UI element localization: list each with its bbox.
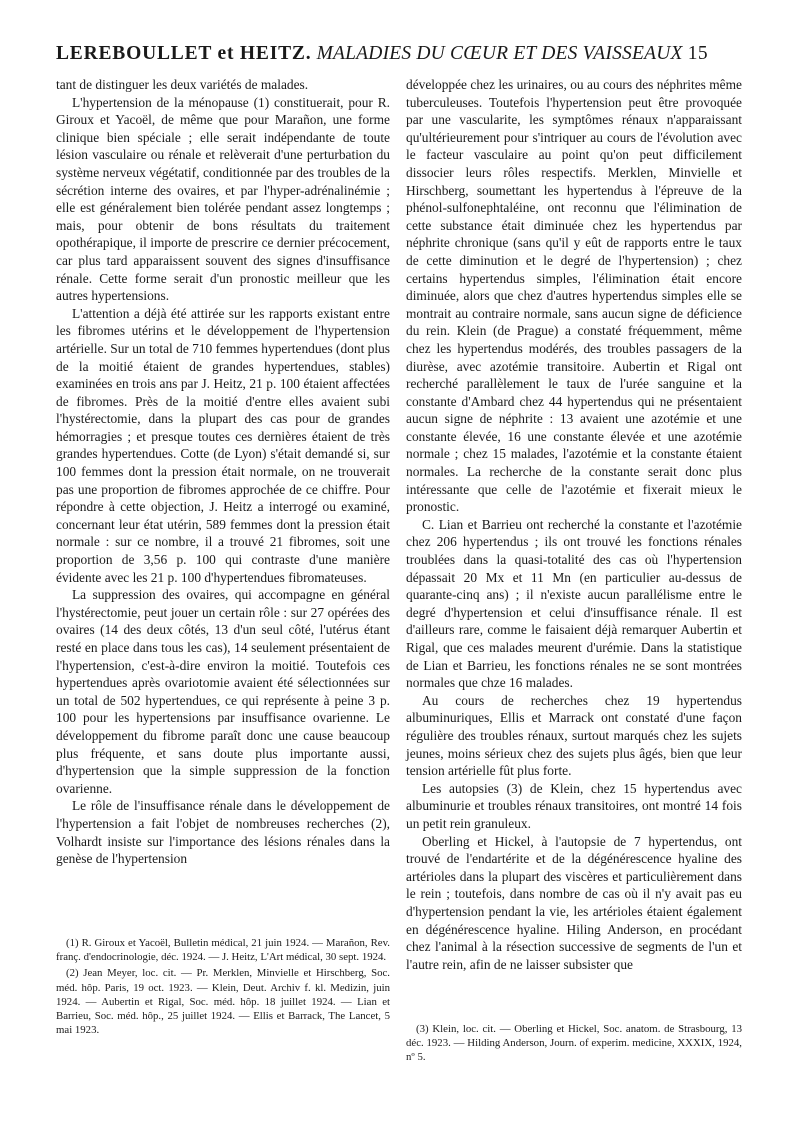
paragraph: L'attention a déjà été attirée sur les rapports existant entre les fibromes utérins et le développement de l'hypertension artérielle. Sur un total de 710 femmes hypertendues (dont plus de la moitié étaient de grandes hypertendues, stables) examinées en trois ans par J. Heitz, 21 p. 100 étaient affectées de fibromes. Près de la moitié d'entre elles avaient subi l'hystérectomie, dans la plupart des cas pour de grandes hémorragies ; et presque toutes ces dernières étaient de très grandes hypertendues. Cotte (de Lyon) s'était demandé si, sur 100 femmes dont la pression était normale, on ne trouverait pas une proportion de fibromes approchée de ce chiffre. Pour répondre à cette objection, J. Heitz a interrogé ou examiné, concernant leur état utérin, 589 femmes dont la pression était normale : sur ce nombre, il a trouvé 21 fibromes, soit une proportion de 3,56 p. 100 qui contraste d'une manière évidente avec les 21 p. 100 d'hypertendues fibromateuses.: [56, 305, 390, 585]
footnote: (2) Jean Meyer, loc. cit. — Pr. Merklen, Minvielle et Hirschberg, Soc. méd. hôp. Paris, 19 oct. 1923. — Klein, Deut. Archiv f. kl. Medizin, juin 1924. — Aubertin et Rigal, Soc. méd. hôp. 18 juillet 1924. — Lian et Barrieu, Soc. méd. hôp., 25 juillet 1924. — Ellis et Barrack, The Lancet, 5 mai 1923.: [56, 967, 390, 1037]
paragraph: L'hypertension de la ménopause (1) constituerait, pour R. Giroux et Yacoël, de même que pour Marañon, une forme clinique bien spéciale ; elle serait indépendante de toute lésion vasculaire ou rénale et relèverait d'une perturbation du système nerveux végétatif, conditionnée par des troubles de la sécrétion interne des ovaires, et par l'hyper-adrénalinémie ; elle est généralement bien tolérée pendant assez longtemps ; mais, pour obtenir de bons résultats du traitement opothérapique, il importe de prescrire ce dernier précocement, car plus tard apparaissent souvent des signes d'insuffisance rénale. Cette forme serait d'un pronostic meilleur que les autres hypertensions.: [56, 94, 390, 304]
footnote: (3) Klein, loc. cit. — Oberling et Hickel, Soc. anatom. de Strasbourg, 13 déc. 1923. — Hilding Anderson, Journ. of experim. medicine, XXXIX, 1924, nº 5.: [406, 1023, 742, 1064]
footnote: (1) R. Giroux et Yacoël, Bulletin médical, 21 juin 1924. — Marañon, Rev. franç. d'endocrinologie, déc. 1924. — J. Heitz, L'Art médical, 30 sept. 1924.: [56, 937, 390, 964]
paragraph: Le rôle de l'insuffisance rénale dans le développement de l'hypertension a fait l'objet de nombreuses recherches (2), Volhardt insiste sur l'importance des lésions rénales dans la genèse de l'hypertension: [56, 798, 390, 867]
left-column: [56, 76, 390, 868]
footnotes-left: [56, 936, 390, 1039]
paragraph: Les autopsies (3) de Klein, chez 15 hypertendus avec albuminurie et troubles rénaux transitoires, ont montré 14 fois un petit rein granuleux.: [406, 780, 742, 831]
running-header: [56, 40, 746, 68]
footnotes-right: [406, 1022, 742, 1067]
paragraph: tant de distinguer les deux variétés de malades.: [56, 77, 309, 92]
page-number: 15: [687, 43, 708, 64]
header-authors: LEREBOULLET et HEITZ.: [56, 43, 312, 64]
header-title: MALADIES DU CŒUR ET DES VAISSEAUX: [316, 43, 683, 64]
paragraph: Au cours de recherches chez 19 hypertendus albuminuriques, Ellis et Marrack ont constaté d'une façon régulière des troubles rénaux, surtout marqués chez les sujets jeunes, moins sérieux chez des sujets plus âgés, bien que leur tension artérielle fût plus forte.: [406, 692, 742, 779]
paragraph: C. Lian et Barrieu ont recherché la constante et l'azotémie chez 206 hypertendus ; ils ont trouvé les fonctions rénales troublées dans la quasi-totalité des cas où l'hypertension dépassait 20 Mx et 11 Mn (en particulier au-dessus de quarante-cinq ans) ; il n'existe aucun parallélisme entre le degré d'hypertension et celui d'insuffisance rénale. Il est d'ailleurs rare, comme le faisaient déjà remarquer Aubertin et Rigal, que ces malades meurent d'urémie. Dans la statistique de Lian et Barrieu, les fonctions rénales ne se sont montrées normales que chze 16 malades.: [406, 516, 742, 691]
paragraph: développée chez les urinaires, ou au cours des néphrites même tuberculeuses. Toutefois l'hypertension peut être provoquée par une vascularite, les symptômes rénaux n'apparaissant qu'ultérieurement pour s'intriquer au cours de l'évolution avec le facteur vasculaire au point qu'on peut difficilement dissocier leurs rôles respectifs. Merklen, Minvielle et Hirschberg, soumettant les hypertendus à l'épreuve de la phénol-sulfonephtaléine, ont reconnu que l'élimination de cette substance était diminuée chez les hypertendus par néphrite chronique (sans qu'il y eût de rapports entre le taux de cette diminution et le degré de l'hypertension) ; chez certains hypertendus simples, l'élimination était encore diminuée, alors que chez d'autres hypertendus simples elle se montrait au contraire normale, sans aucun signe de déficience du rein. Klein (de Prague) a constaté fréquemment, même chez les hypertendus modérés, des troubles passagers de la diurèse, avec azotémie transitoire. Aubertin et Rigal ont recherché parallèlement le taux de l'urée sanguine et la constante d'Ambard chez 44 hypertendus qui ne présentaient aucun signe de néphrite : 13 avaient une azotémie et une constante élevée, 16 une constante élevée et une azotémie normale ; chez 15 malades, l'azotémie et la constante étaient normales. La recherche de la constante serait donc plus intéressante que celle de l'azotémie et fixerait mieux le pronostic.: [406, 77, 742, 515]
right-column: [406, 76, 742, 973]
paragraph: La suppression des ovaires, qui accompagne en général l'hystérectomie, peut jouer un certain rôle : sur 27 opérées des ovaires (14 des deux côtés, 13 d'un seul côté, l'utérus étant resté en place dans tous les cas), 14 seulement présentaient de l'hypertension, c'est-à-dire environ la moitié. Toutefois ces hypertendues après ovariotomie avaient été sélectionnées sur un total de 502 hypertendues, ce qui représente à peine 3 p. 100 pour les hypertensions par insuffisance ovarienne. Le développement du fibrome paraît donc une cause beaucoup plus fréquente, et sans doute plus importante aussi, d'hypertension que la simple suppression de la fonction ovarienne.: [56, 587, 390, 796]
paragraph: Oberling et Hickel, à l'autopsie de 7 hypertendus, ont trouvé de l'endartérite et de la dégénérescence hyaline des artérioles dans la plupart des viscères et particulièrement dans le rein ; toutefois, dans nombre de cas où il n'y avait pas eu d'hypertension pendant la vie, les artérioles étaient également en dégénérescence hyaline. Hiling Anderson, en procédant chez l'animal à la résection successive de segments de l'un et l'autre rein, afin de ne laisser subsister que: [406, 833, 742, 972]
